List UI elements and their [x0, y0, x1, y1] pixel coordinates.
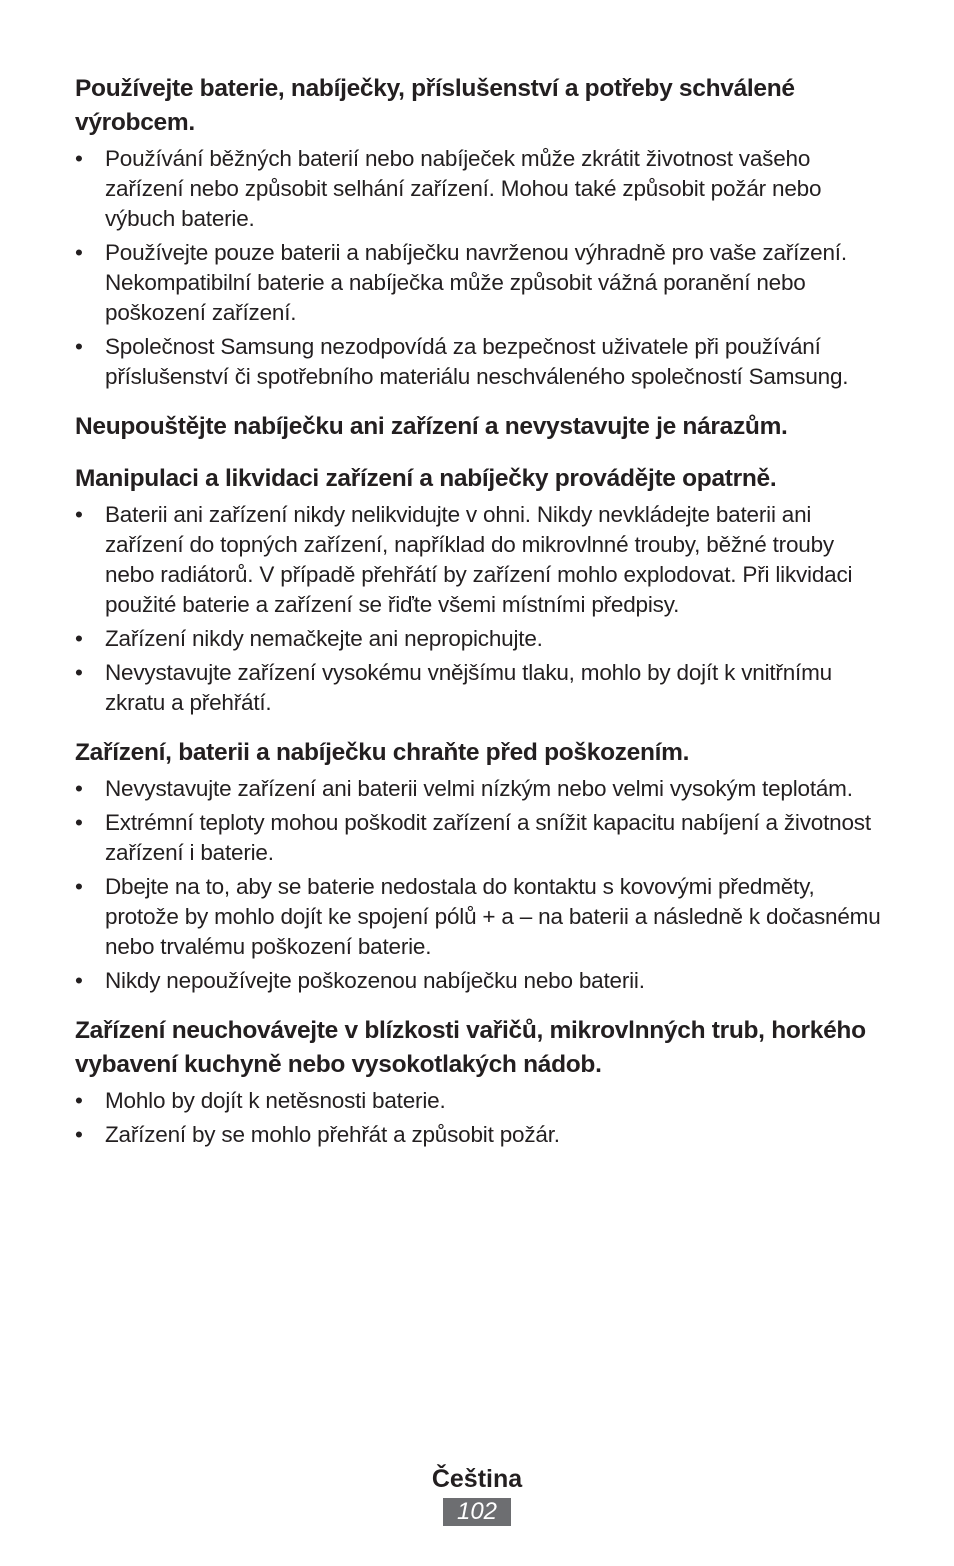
section-heading: Manipulaci a likvidaci zařízení a nabíječky provádějte opatrně. [75, 465, 777, 492]
section-heat-sources [75, 1014, 885, 1150]
list-item-text: Mohlo by dojít k netěsnosti baterie. [105, 1088, 446, 1113]
bullet-icon: • [75, 874, 83, 899]
list-item-text: Nikdy nepoužívejte poškozenou nabíječku nebo baterii. [105, 968, 645, 993]
list-item [75, 1120, 885, 1150]
bullet-list [75, 1086, 885, 1150]
list-item-text: Zařízení by se mohlo přehřát a způsobit požár. [105, 1122, 560, 1147]
list-item-text: Používání běžných baterií nebo nabíječek může zkrátit životnost vašeho zařízení nebo způsobit selhání zařízení. Mohou také způsobit požár nebo výbuch baterie. [105, 146, 822, 231]
section-heading: Neupouštějte nabíječku ani zařízení a nevystavujte je nárazům. [75, 413, 788, 440]
list-item-text: Nevystavujte zařízení vysokému vnějšímu tlaku, mohlo by dojít k vnitřnímu zkratu a přehřátí. [105, 660, 832, 715]
section-handling-disposal [75, 462, 885, 718]
list-item [75, 808, 885, 868]
list-item [75, 332, 885, 392]
bullet-icon: • [75, 502, 83, 527]
bullet-icon: • [75, 240, 83, 265]
list-item-text: Extrémní teploty mohou poškodit zařízení a snížit kapacitu nabíjení a životnost zařízení i baterie. [105, 810, 871, 865]
bullet-icon: • [75, 1088, 83, 1113]
section-heading: Zařízení neuchovávejte v blízkosti vařičů, mikrovlnných trub, horkého vybavení kuchyně nebo vysokotlakých nádob. [75, 1017, 866, 1078]
page-footer [0, 1462, 954, 1526]
list-item [75, 872, 885, 962]
bullet-icon: • [75, 776, 83, 801]
list-item-text: Používejte pouze baterii a nabíječku navrženou výhradně pro vaše zařízení. Nekompatibilní baterie a nabíječka může způsobit vážná poranění nebo poškození zařízení. [105, 240, 847, 325]
bullet-icon: • [75, 810, 83, 835]
bullet-icon: • [75, 968, 83, 993]
bullet-icon: • [75, 660, 83, 685]
list-item-text: Dbejte na to, aby se baterie nedostala do kontaktu s kovovými předměty, protože by mohlo dojít ke spojení pólů + a – na baterii a následně k dočasnému nebo trvalému poškození baterie. [105, 874, 881, 959]
section-heading: Používejte baterie, nabíječky, příslušenství a potřeby schválené výrobcem. [75, 75, 795, 136]
bullet-icon: • [75, 146, 83, 171]
list-item-text: Zařízení nikdy nemačkejte ani nepropichujte. [105, 626, 543, 651]
section-damage-protection [75, 736, 885, 996]
bullet-list [75, 144, 885, 392]
bullet-icon: • [75, 1122, 83, 1147]
language-label: Čeština [431, 1465, 523, 1493]
list-item [75, 500, 885, 620]
list-item [75, 774, 885, 804]
list-item [75, 658, 885, 718]
bullet-list [75, 500, 885, 718]
list-item [75, 966, 885, 996]
list-item-text: Nevystavujte zařízení ani baterii velmi nízkým nebo velmi vysokým teplotám. [105, 776, 853, 801]
list-item [75, 238, 885, 328]
section-approved-accessories [75, 72, 885, 392]
bullet-icon: • [75, 626, 83, 651]
list-item [75, 1086, 885, 1116]
page-number-badge: 102 [443, 1498, 511, 1526]
list-item-text: Baterii ani zařízení nikdy nelikvidujte v ohni. Nikdy nevkládejte baterii ani zařízení do topných zařízení, například do mikrovlnné trouby, běžné trouby nebo radiátorů. V případě přehřátí by zařízení mohlo explodovat. Při likvidaci použité baterie a zařízení se řiďte všemi místními předpisy. [105, 502, 853, 617]
list-item [75, 624, 885, 654]
bullet-icon: • [75, 334, 83, 359]
section-drop-warning [75, 410, 885, 444]
section-heading: Zařízení, baterii a nabíječku chraňte před poškozením. [75, 739, 690, 766]
bullet-list [75, 774, 885, 996]
list-item [75, 144, 885, 234]
list-item-text: Společnost Samsung nezodpovídá za bezpečnost uživatele při používání příslušenství či spotřebního materiálu neschváleného společností Samsung. [105, 334, 849, 389]
manual-page-content [75, 72, 885, 1168]
